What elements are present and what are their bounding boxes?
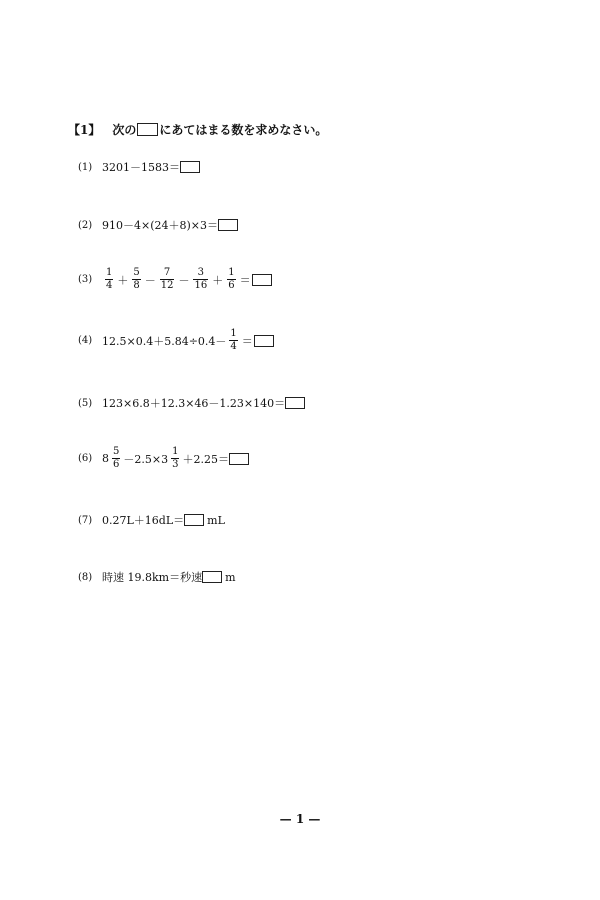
problem-label: (3) [78,274,93,285]
numerator: 1 [230,328,237,339]
problem-label: (7) [78,514,93,526]
numerator: 5 [133,267,140,278]
instruction-text-after: にあてはまる数を求めなさい。 [159,123,328,137]
problem-5 [78,395,305,411]
fraction [132,268,140,291]
problem-label: (1) [78,161,93,173]
answer-box[interactable] [218,219,238,231]
denominator: 3 [172,459,179,470]
denominator: 16 [194,280,208,291]
numerator: 7 [163,267,171,278]
fraction [105,268,113,291]
answer-box[interactable] [202,571,222,583]
question-number: 【1】 [68,123,101,137]
problem-expression: 12.5×0.4＋5.84÷0.4－ [102,334,227,348]
denominator: 4 [230,341,237,352]
page-number: — 1 — [279,812,321,826]
problem-6 [78,447,249,470]
numerator: 3 [197,267,205,278]
problem-2 [78,217,238,233]
problem-4 [78,329,274,352]
denominator: 8 [133,280,140,291]
equals-sign: ＝ [241,334,253,348]
problem-label: (5) [78,397,93,409]
answer-box[interactable] [285,397,305,409]
problem-expression: 時速 19.8km＝秒速 [102,571,203,584]
problem-expression-middle: －2.5×3 [123,452,169,466]
unit-label: m [225,570,236,584]
problem-1 [78,159,200,175]
operator: － [144,273,156,287]
problem-expression: 123×6.8＋12.3×46－1.23×140＝ [102,397,286,410]
operator: ＋ [117,273,129,287]
denominator: 4 [106,280,113,291]
answer-box[interactable] [184,514,204,526]
operator: － [178,273,190,287]
denominator: 6 [228,280,235,291]
numerator: 5 [113,446,120,457]
problem-expression: 0.27L＋16dL＝ [102,514,185,527]
problem-expression: 3201－1583＝ [102,161,180,174]
operator: ＋ [212,273,224,287]
unit-label: mL [207,513,225,527]
problem-label: (4) [78,335,93,346]
problem-3 [78,268,272,291]
problem-label: (8) [78,571,93,583]
answer-box[interactable] [180,161,200,173]
numerator: 1 [172,446,179,457]
problem-expression: 910－4×(24＋8)×3＝ [102,219,219,232]
denominator: 6 [113,459,120,470]
equals-sign: ＝ [239,273,251,287]
problem-expression-end: ＋2.25＝ [182,452,229,466]
answer-box-sample [137,123,158,136]
denominator: 12 [160,280,174,291]
problem-7 [78,512,226,528]
fraction [112,447,120,470]
fraction [171,447,179,470]
problem-label: (2) [78,219,93,231]
mixed-number [102,447,123,470]
numerator: 1 [228,267,235,278]
whole-part: 8 [102,452,109,465]
answer-box[interactable] [254,335,274,347]
question-header [68,121,327,138]
problem-8 [78,569,237,585]
answer-box[interactable] [252,274,272,286]
numerator: 1 [106,267,113,278]
fraction [160,268,175,291]
fraction [229,329,237,352]
problem-label: (6) [78,453,93,464]
fraction [193,268,208,291]
answer-box[interactable] [229,453,249,465]
fraction [227,268,235,291]
instruction-text-before: 次の [112,123,137,137]
